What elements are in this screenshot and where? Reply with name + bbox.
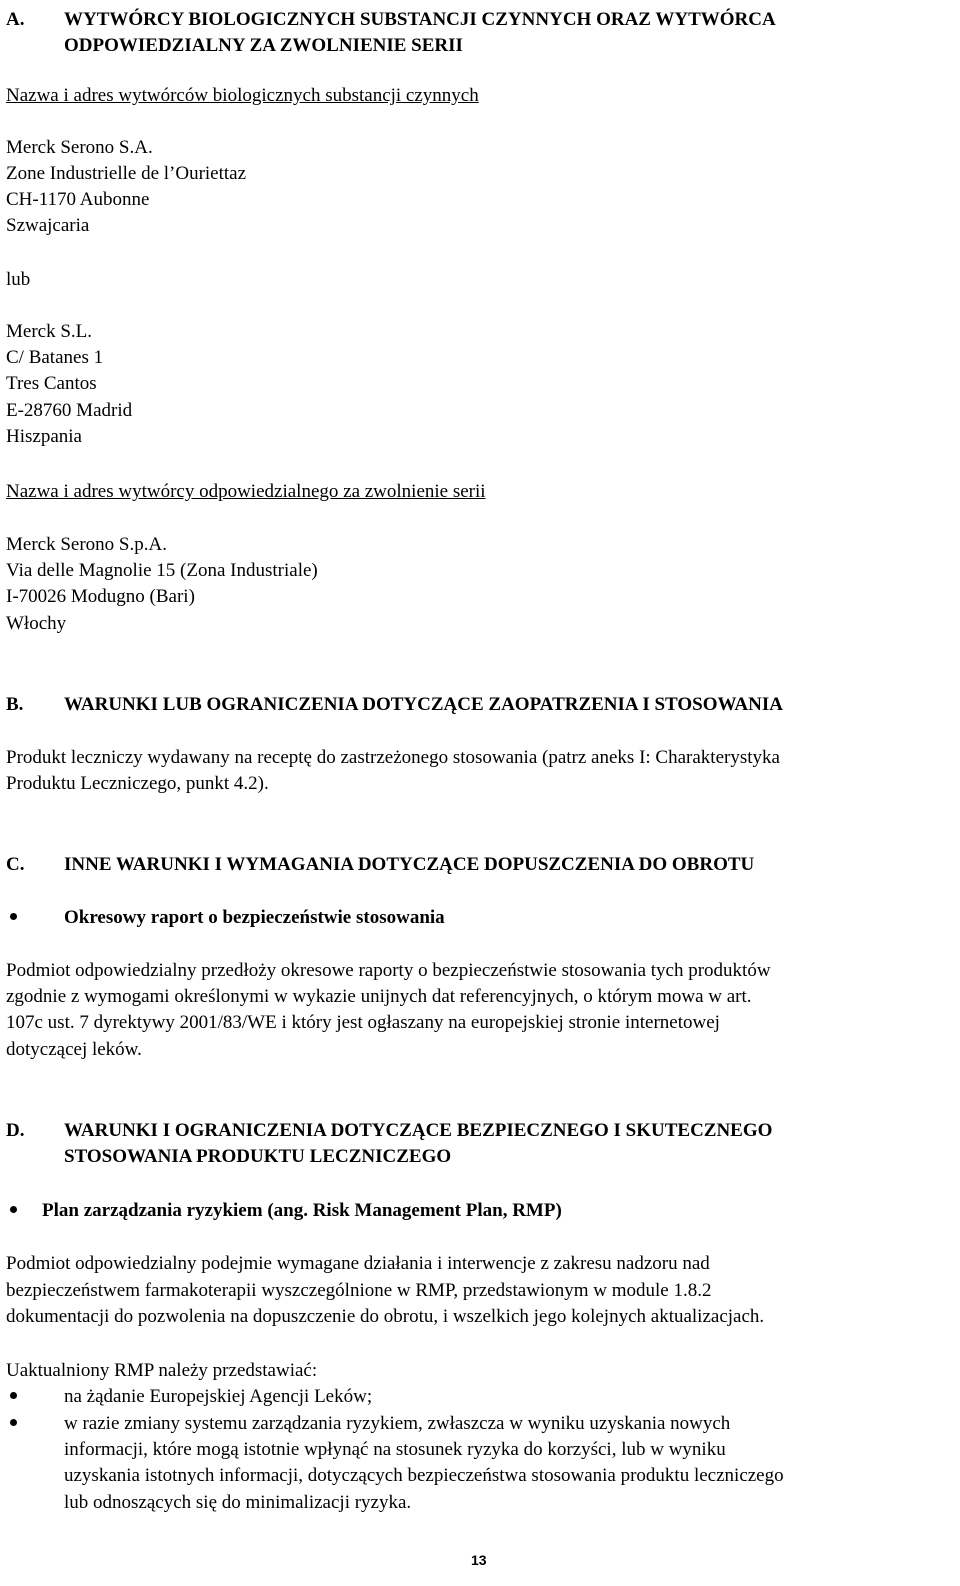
section-d-bullet-heading: Plan zarządzania ryzykiem (ang. Risk Management Plan, RMP) [42, 1200, 562, 1221]
manufacturer2-line: C/ Batanes 1 [6, 347, 104, 368]
manufacturer3-line: Włochy [6, 613, 67, 634]
manufacturer2-line: Tres Cantos [6, 373, 97, 394]
rmp-list-item-line: informacji, które mogą istotnie wpłynąć na stosunek ryzyka do korzyści, lub w wyniku [64, 1439, 726, 1460]
rmp-list-item-line: w razie zmiany systemu zarządzania ryzykiem, zwłaszcza w wyniku uzyskania nowych [64, 1413, 731, 1434]
subheading-batch-release-manufacturer: Nazwa i adres wytwórcy odpowiedzialnego za zwolnienie serii [6, 481, 486, 502]
section-c-bullet-heading: Okresowy raport o bezpieczeństwie stosowania [64, 907, 445, 928]
manufacturer2-line: E-28760 Madrid [6, 400, 133, 421]
manufacturer1-line: CH-1170 Aubonne [6, 189, 150, 210]
section-a-heading-line2: ODPOWIEDZIALNY ZA ZWOLNIENIE SERII [64, 35, 463, 56]
rmp-update-intro: Uaktualniony RMP należy przedstawiać: [6, 1360, 318, 1381]
section-d-body-line: Podmiot odpowiedzialny podejmie wymagane działania i interwencje z zakresu nadzoru nad [6, 1253, 710, 1274]
section-d-body-line: bezpieczeństwem farmakoterapii wyszczególnione w RMP, przedstawionym w module 1.8.2 [6, 1280, 712, 1301]
section-c-body-line: Podmiot odpowiedzialny przedłoży okresowe raporty o bezpieczeństwie stosowania tych produktów [6, 960, 771, 981]
manufacturer1-line: Szwajcaria [6, 215, 90, 236]
rmp-list-item-line: lub odnoszących się do minimalizacji ryzyka. [64, 1492, 412, 1513]
bullet-icon [10, 913, 17, 920]
section-c-heading: INNE WARUNKI I WYMAGANIA DOTYCZĄCE DOPUSZCZENIA DO OBROTU [64, 854, 755, 875]
bullet-icon [10, 1419, 17, 1426]
section-d-body-line: dokumentacji do pozwolenia na dopuszczenie do obrotu, i wszelkich jego kolejnych aktualizacjach. [6, 1306, 765, 1327]
section-b-heading: WARUNKI LUB OGRANICZENIA DOTYCZĄCE ZAOPATRZENIA I STOSOWANIA [64, 694, 783, 715]
section-d-heading-line1: WARUNKI I OGRANICZENIA DOTYCZĄCE BEZPIECZNEGO I SKUTECZNEGO [64, 1120, 773, 1141]
manufacturer3-line: Merck Serono S.p.A. [6, 534, 167, 555]
page-number: 13 [471, 1552, 487, 1568]
manufacturer2-line: Merck S.L. [6, 321, 93, 342]
subheading-biological-manufacturers: Nazwa i adres wytwórców biologicznych substancji czynnych [6, 85, 479, 106]
section-d-letter: D. [6, 1120, 25, 1141]
section-c-letter: C. [6, 854, 25, 875]
section-b-body-line: Produkt leczniczy wydawany na receptę do zastrzeżonego stosowania (patrz aneks I: Charakterystyka [6, 747, 780, 768]
rmp-list-item: na żądanie Europejskiej Agencji Leków; [64, 1386, 373, 1407]
bullet-icon [10, 1392, 17, 1399]
manufacturer1-line: Merck Serono S.A. [6, 137, 153, 158]
section-c-body-line: zgodnie z wymogami określonymi w wykazie unijnych dat referencyjnych, o którym mowa w art. [6, 986, 752, 1007]
bullet-icon [10, 1206, 17, 1213]
manufacturer3-line: I-70026 Modugno (Bari) [6, 586, 195, 607]
manufacturer2-line: Hiszpania [6, 426, 82, 447]
section-d-heading-line2: STOSOWANIA PRODUKTU LECZNICZEGO [64, 1146, 452, 1167]
section-a-letter: A. [6, 9, 25, 30]
section-c-body-line: 107c ust. 7 dyrektywy 2001/83/WE i który jest ogłaszany na europejskiej stronie internetowej [6, 1012, 720, 1033]
manufacturer1-line: Zone Industrielle de l’Ouriettaz [6, 163, 247, 184]
section-b-letter: B. [6, 694, 24, 715]
manufacturer3-line: Via delle Magnolie 15 (Zona Industriale) [6, 560, 318, 581]
rmp-list-item-line: uzyskania istotnych informacji, dotyczących bezpieczeństwa stosowania produktu leczniczego [64, 1465, 784, 1486]
section-a-heading-line1: WYTWÓRCY BIOLOGICZNYCH SUBSTANCJI CZYNNYCH ORAZ WYTWÓRCA [64, 9, 776, 30]
or-text: lub [6, 269, 31, 290]
section-c-body-line: dotyczącej leków. [6, 1039, 142, 1060]
section-b-body-line: Produktu Leczniczego, punkt 4.2). [6, 773, 269, 794]
